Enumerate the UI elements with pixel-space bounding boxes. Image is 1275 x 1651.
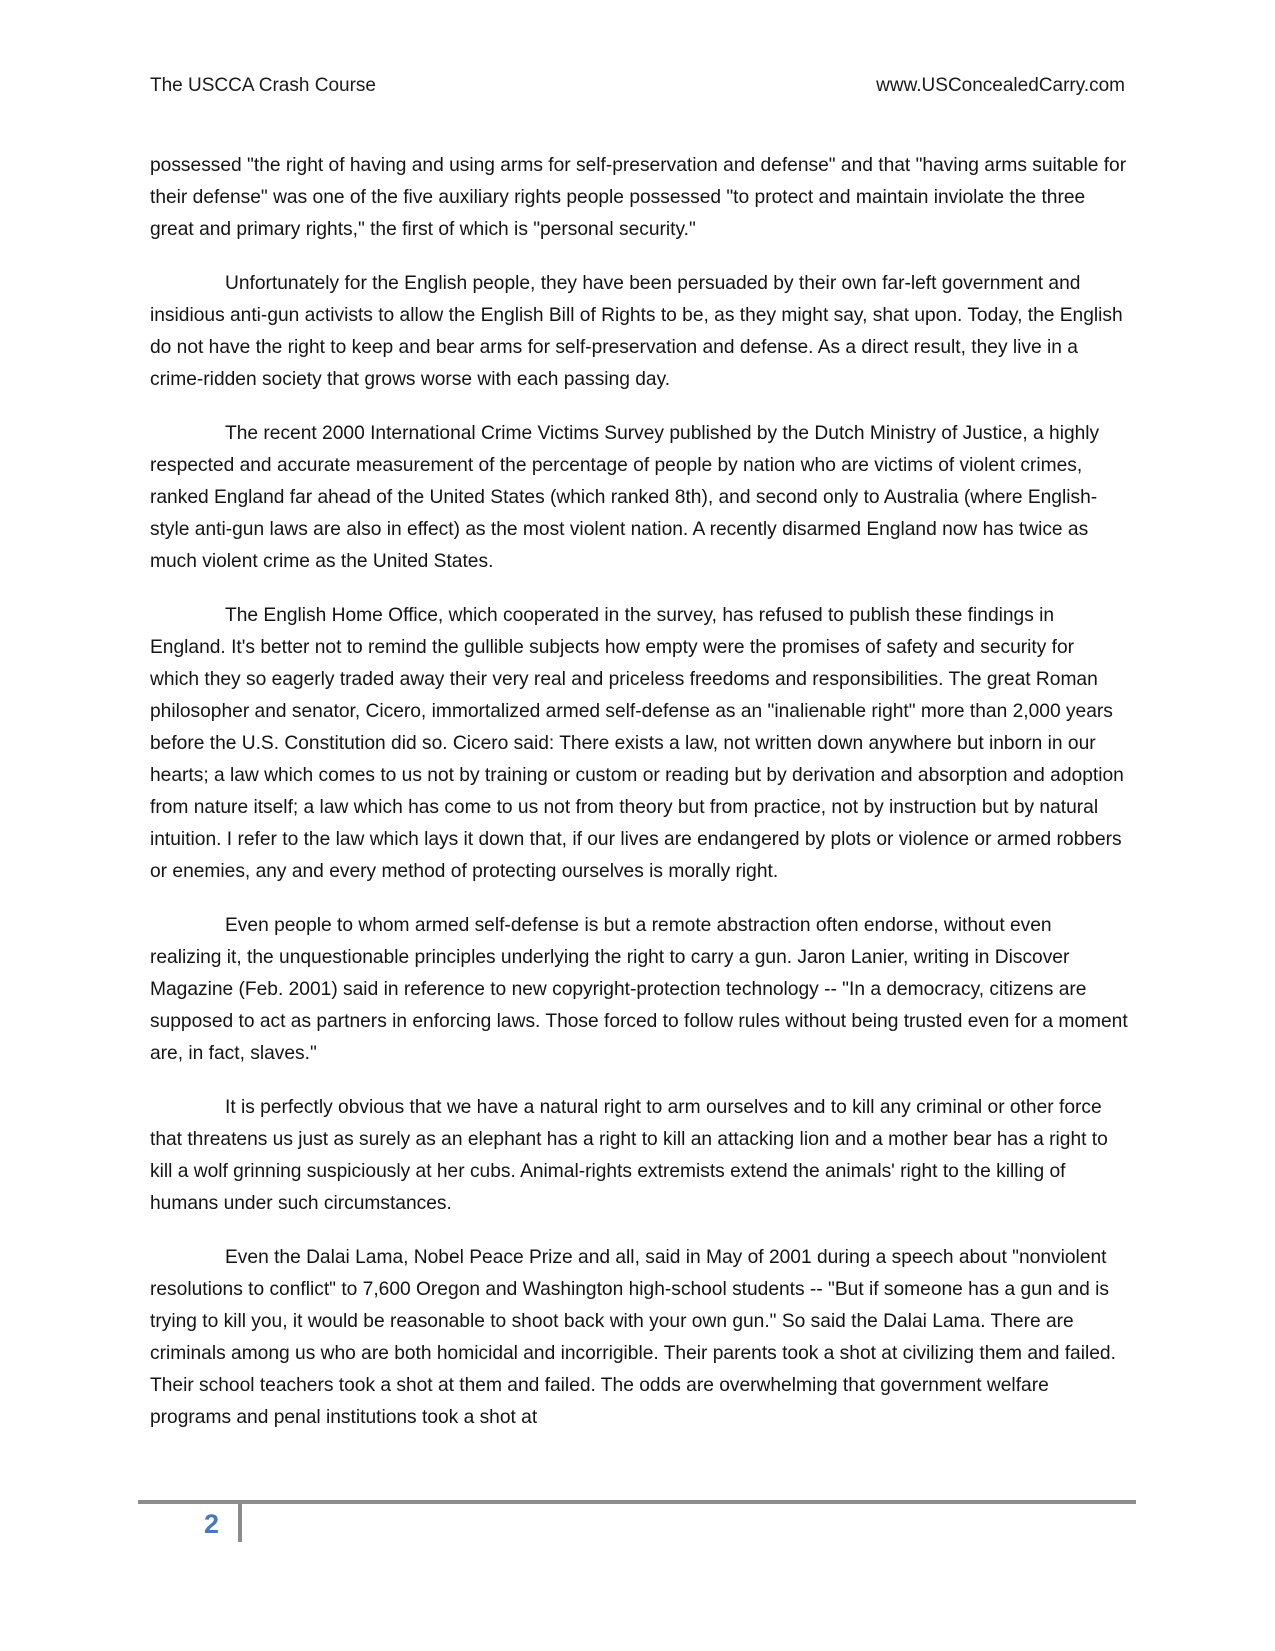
paragraph: Unfortunately for the English people, they have been persuaded by their own far-left government and insidious anti-gun activists to allow the English Bill of Rights to be, as they might say, shat upon. Today, the English do not have the right to keep and bear arms for self-preservation and defense. As a direct result, they live in a crime-ridden society that grows worse with each passing day.: [150, 273, 1123, 390]
paragraph: Even people to whom armed self-defense is but a remote abstraction often endorse, without even realizing it, the unquestionable principles underlying the right to carry a gun. Jaron Lanier, writing in Discover Magazine (Feb. 2001) said in reference to new copyright-protection technology -- "In a democracy, citizens are supposed to act as partners in enforcing laws. Those forced to follow rules without being trusted even for a moment are, in fact, slaves.": [150, 915, 1128, 1064]
document-body: [150, 150, 1128, 1456]
header-website: www.USConcealedCarry.com: [876, 75, 1125, 96]
page-header: [150, 74, 1125, 98]
paragraph: The English Home Office, which cooperated in the survey, has refused to publish these findings in England. It's better not to remind the gullible subjects how empty were the promises of safety and security for which they so eagerly traded away their very real and priceless freedoms and responsibilities. The great Roman philosopher and senator, Cicero, immortalized armed self-defense as an "inalienable right" more than 2,000 years before the U.S. Constitution did so. Cicero said: There exists a law, not written down anywhere but inborn in our hearts; a law which comes to us not by training or custom or reading but by derivation and absorption and adoption from nature itself; a law which has come to us not from theory but from practice, not by instruction but by natural intuition. I refer to the law which lays it down that, if our lives are endangered by plots or violence or armed robbers or enemies, any and every method of protecting ourselves is morally right.: [150, 605, 1124, 882]
footer-vertical-divider: [238, 1504, 242, 1542]
page-number: 2: [204, 1509, 220, 1539]
footer-divider: [138, 1500, 1136, 1504]
paragraph: possessed "the right of having and using arms for self-preservation and defense" and that "having arms suitable for their defense" was one of the five auxiliary rights people possessed "to protect and maintain inviolate the three great and primary rights," the first of which is "personal security.": [150, 155, 1127, 240]
paragraph: Even the Dalai Lama, Nobel Peace Prize and all, said in May of 2001 during a speech about "nonviolent resolutions to conflict" to 7,600 Oregon and Washington high-school students -- "But if someone has a gun and is trying to kill you, it would be reasonable to shoot back with your own gun." So said the Dalai Lama. There are criminals among us who are both homicidal and incorrigible. Their parents took a shot at civilizing them and failed. Their school teachers took a shot at them and failed. The odds are overwhelming that government welfare programs and penal institutions took a shot at: [150, 1247, 1116, 1428]
paragraph: The recent 2000 International Crime Victims Survey published by the Dutch Ministry of Justice, a highly respected and accurate measurement of the percentage of people by nation who are victims of violent crimes, ranked England far ahead of the United States (which ranked 8th), and second only to Australia (where English-style anti-gun laws are also in effect) as the most violent nation. A recently disarmed England now has twice as much violent crime as the United States.: [150, 423, 1100, 572]
paragraph: It is perfectly obvious that we have a natural right to arm ourselves and to kill any criminal or other force that threatens us just as surely as an elephant has a right to kill an attacking lion and a mother bear has a right to kill a wolf grinning suspiciously at her cubs. Animal-rights extremists extend the animals' right to the killing of humans under such circumstances.: [150, 1097, 1108, 1214]
header-title: The USCCA Crash Course: [150, 75, 376, 96]
